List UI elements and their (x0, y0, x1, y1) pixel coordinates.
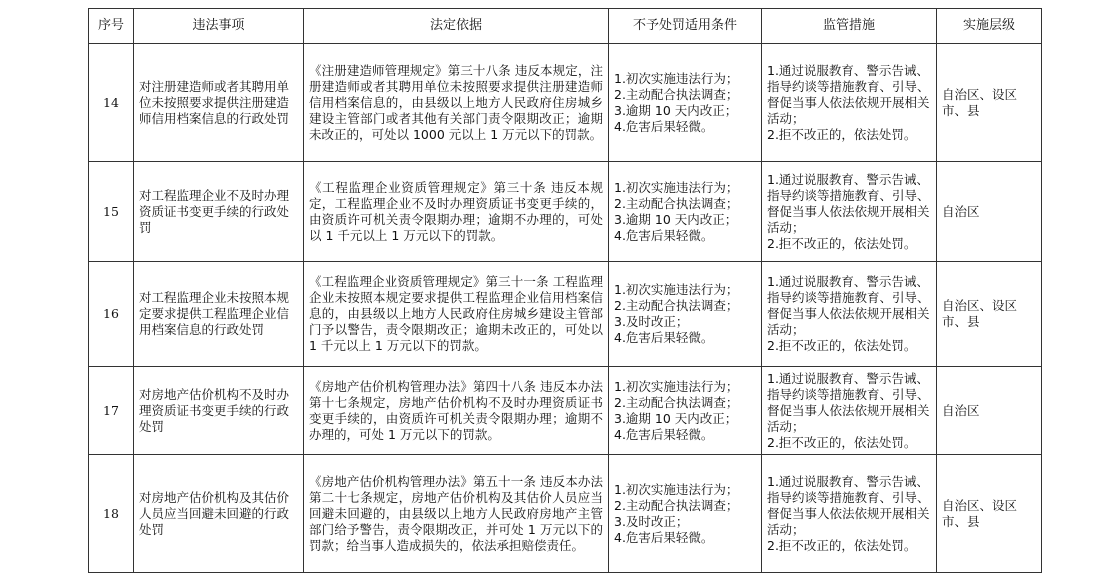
measure-line: 2.拒不改正的，依法处罚。 (767, 434, 917, 450)
row-number: 17 (89, 367, 134, 455)
penalty-table (88, 8, 1042, 573)
violation-item: 对工程监理企业未按照本规定要求提供工程监理企业信用档案信息的行政处罚 (134, 262, 304, 367)
table-row (89, 162, 1042, 262)
condition-line: 1.初次实施违法行为； (614, 70, 739, 86)
header-measures: 监管措施 (762, 9, 937, 44)
measure-line: 1.通过说服教育、警示告诫、指导约谈等措施教育、引导、督促当事人依法依规开展相关活动； (767, 370, 930, 434)
condition-line: 3.逾期 10 天内改正； (614, 102, 738, 118)
exemption-conditions (609, 262, 762, 367)
condition-line: 4.危害后果轻微。 (614, 529, 714, 545)
table-row (89, 367, 1042, 455)
measure-line: 1.通过说服教育、警示告诫、指导约谈等措施教育、引导、督促当事人依法依规开展相关活动； (767, 171, 930, 235)
condition-line: 2.主动配合执法调查； (614, 195, 739, 211)
header-no: 序号 (89, 9, 134, 44)
implementation-level: 自治区 (937, 367, 1042, 455)
condition-line: 4.危害后果轻微。 (614, 118, 714, 134)
condition-line: 3.逾期 10 天内改正； (614, 211, 738, 227)
condition-line: 1.初次实施违法行为； (614, 179, 739, 195)
measure-line: 1.通过说服教育、警示告诫、指导约谈等措施教育、引导、督促当事人依法依规开展相关活动； (767, 473, 930, 537)
condition-line: 2.主动配合执法调查； (614, 86, 739, 102)
violation-item: 对工程监理企业不及时办理资质证书变更手续的行政处罚 (134, 162, 304, 262)
exemption-conditions (609, 367, 762, 455)
implementation-level: 自治区、设区市、县 (937, 262, 1042, 367)
implementation-level: 自治区 (937, 162, 1042, 262)
condition-line: 2.主动配合执法调查； (614, 497, 739, 513)
measure-line: 2.拒不改正的，依法处罚。 (767, 537, 917, 553)
condition-line: 3.及时改正； (614, 513, 689, 529)
exemption-conditions (609, 455, 762, 573)
table-row (89, 44, 1042, 162)
measure-line: 1.通过说服教育、警示告诫、指导约谈等措施教育、引导、督促当事人依法依规开展相关活动； (767, 62, 930, 126)
implementation-level: 自治区、设区市、县 (937, 455, 1042, 573)
implementation-level: 自治区、设区市、县 (937, 44, 1042, 162)
measure-line: 1.通过说服教育、警示告诫、指导约谈等措施教育、引导、督促当事人依法依规开展相关活动； (767, 274, 930, 337)
measure-line: 2.拒不改正的，依法处罚。 (767, 338, 917, 353)
legal-basis: 《房地产估价机构管理办法》第五十一条 违反本办法第二十七条规定，房地产估价机构及其估价人员应当回避未回避的，由县级以上地方人民政府房地产主管部门给予警告，责令限期改正，并可处 1 万元以下的罚款；给当事人造成损失的，依法承担赔偿责任。 (304, 455, 609, 573)
supervision-measures (762, 367, 937, 455)
exemption-conditions (609, 162, 762, 262)
table-row (89, 455, 1042, 573)
condition-line: 1.初次实施违法行为； (614, 282, 739, 297)
row-number: 16 (89, 262, 134, 367)
condition-line: 1.初次实施违法行为； (614, 481, 739, 497)
legal-basis: 《注册建造师管理规定》第三十八条 违反本规定，注册建造师或者其聘用单位未按照要求提供注册建造师信用档案信息的，由县级以上地方人民政府住房城乡建设主管部门或者其他有关部门责令限期改正；逾期未改正的，可处以 1000 元以上 1 万元以下的罚款。 (304, 44, 609, 162)
condition-line: 2.主动配合执法调查； (614, 298, 739, 313)
row-number: 14 (89, 44, 134, 162)
exemption-conditions (609, 44, 762, 162)
table-header-row (89, 9, 1042, 44)
row-number: 15 (89, 162, 134, 262)
condition-line: 1.初次实施违法行为； (614, 378, 739, 394)
violation-item: 对房地产估价机构及其估价人员应当回避未回避的行政处罚 (134, 455, 304, 573)
condition-line: 4.危害后果轻微。 (614, 330, 714, 345)
supervision-measures (762, 455, 937, 573)
supervision-measures (762, 44, 937, 162)
legal-basis: 《工程监理企业资质管理规定》第三十一条 工程监理企业未按照本规定要求提供工程监理企业信用档案信息的，由县级以上地方人民政府住房城乡建设主管部门予以警告，责令限期改正；逾期未改正的，可处以 1 千元以上 1 万元以下的罚款。 (304, 262, 609, 367)
condition-line: 4.危害后果轻微。 (614, 227, 714, 243)
violation-item: 对房地产估价机构不及时办理资质证书变更手续的行政处罚 (134, 367, 304, 455)
header-level: 实施层级 (937, 9, 1042, 44)
condition-line: 2.主动配合执法调查； (614, 394, 739, 410)
header-basis: 法定依据 (304, 9, 609, 44)
header-item: 违法事项 (134, 9, 304, 44)
condition-line: 3.逾期 10 天内改正； (614, 410, 738, 426)
violation-item: 对注册建造师或者其聘用单位未按照要求提供注册建造师信用档案信息的行政处罚 (134, 44, 304, 162)
condition-line: 3.及时改正； (614, 314, 689, 329)
measure-line: 2.拒不改正的，依法处罚。 (767, 235, 917, 251)
measure-line: 2.拒不改正的，依法处罚。 (767, 126, 917, 142)
row-number: 18 (89, 455, 134, 573)
legal-basis: 《房地产估价机构管理办法》第四十八条 违反本办法第十七条规定，房地产估价机构不及时办理资质证书变更手续的，由资质许可机关责令限期办理；逾期不办理的，可处 1 万元以下的罚款。 (304, 367, 609, 455)
header-conditions: 不予处罚适用条件 (609, 9, 762, 44)
condition-line: 4.危害后果轻微。 (614, 426, 714, 442)
supervision-measures (762, 162, 937, 262)
supervision-measures (762, 262, 937, 367)
legal-basis: 《工程监理企业资质管理规定》第三十条 违反本规定，工程监理企业不及时办理资质证书变更手续的，由资质许可机关责令限期办理；逾期不办理的，可处以 1 千元以上 1 万元以下的罚款。 (304, 162, 609, 262)
table-row (89, 262, 1042, 367)
